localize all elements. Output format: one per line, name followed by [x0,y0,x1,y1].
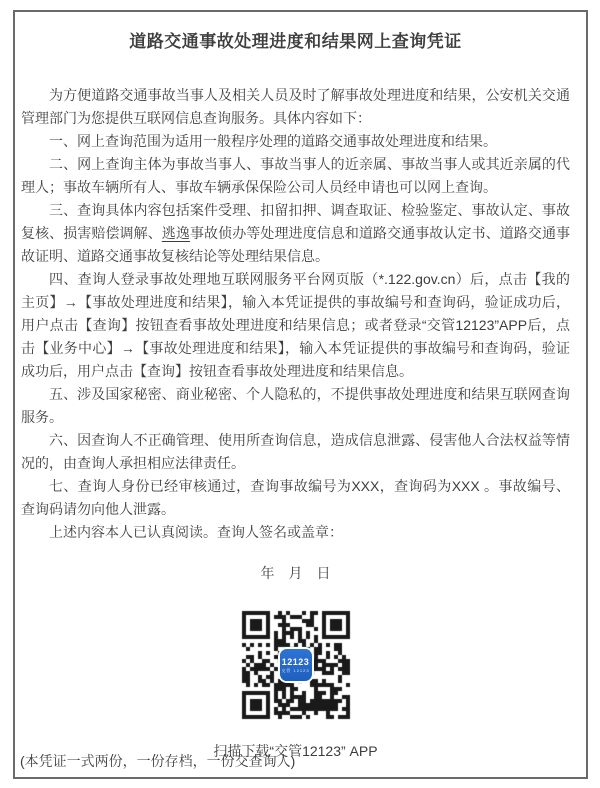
date-line: 年 月 日 [260,565,331,581]
app-logo-icon [280,649,312,681]
app-logo-text: 12123 [281,656,310,667]
qr-caption: 扫描下载“交管12123” APP [213,743,378,759]
qr-box [238,607,354,723]
paragraph-closing: 上述内容本人已认真阅读。查询人签名或盖章： [49,524,343,540]
paragraph-item-1: 一、网上查询范围为适用一般程序处理的道路交通事故处理进度和结果。 [49,133,497,149]
paragraph-item-6: 六、因查询人不正确管理、使用所查询信息，造成信息泄露、侵害他人合法权益等情况的，由查询人承担相应法律责任。 [21,432,570,471]
paragraph-item-3 [21,199,570,268]
paragraph-item-3-post: 事故侦办等处理进度信息和道路交通事故认定书、道路交通事故证明、道路交通事故复核结论等处理结果信息。 [21,225,571,264]
paragraph-item-5: 五、涉及国家秘密、商业秘密、个人隐私的，不提供事故处理进度和结果互联网查询服务。 [21,386,570,425]
underlined-text: 逃逸 [161,225,190,241]
paragraph-item-3-pre: 三、查询具体内容包括案件受理、扣留扣押、调查取证、检验鉴定、事故认定、事故复核、损害赔偿调解、 [21,202,570,241]
page-title: 道路交通事故处理进度和结果网上查询凭证 [129,32,462,51]
paragraph-item-2: 二、网上查询主体为事故当事人、事故当事人的近亲属、事故当事人或其近亲属的代理人；事故车辆所有人、事故车辆承保保险公司人员经申请也可以网上查询。 [21,156,570,195]
qr-section [21,607,570,762]
paragraph-item-7: 七、查询人身份已经审核通过，查询事故编号为XXX，查询码为XXX 。事故编号、查询码请勿向他人泄露。 [21,478,570,517]
footer-note: (本凭证一式两份，一份存档，一份交查询人) [20,753,296,769]
voucher-sheet [13,10,588,779]
document-body [21,84,570,544]
paragraph-intro: 为方便道路交通事故当事人及相关人员及时了解事故处理进度和结果，公安机关交通管理部门为您提供互联网信息查询服务。具体内容如下： [21,87,570,126]
app-logo-subtext: 交管 12123 [281,667,310,673]
paragraph-item-4: 四、查询人登录事故处理地互联网服务平台网页版（*.122.gov.cn）后，点击【我的主页】→【事故处理进度和结果】，输入本凭证提供的事故编号和查询码，验证成功后，用户点击【查询】按钮查看事故处理进度和结果信息；或者登录“交管12123”APP后，点击【业务中心】→【事故处理进度和结果】，输入本凭证提供的事故编号和查询码，验证成功后，用户点击【查询】按钮查看事故处理进度和结果信息。 [21,271,570,379]
